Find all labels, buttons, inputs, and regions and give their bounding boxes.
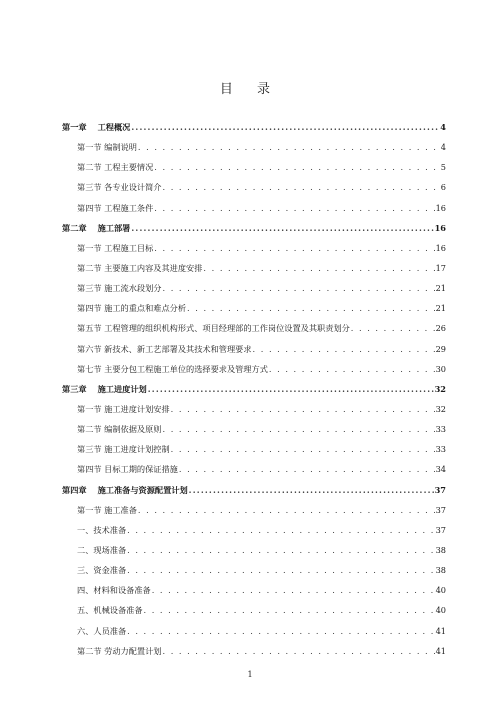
toc-section-entry[interactable] [62, 364, 446, 384]
toc-entry-page-number: 26 [435, 323, 446, 334]
dot-leader [351, 323, 435, 333]
toc-section-entry[interactable] [62, 565, 446, 585]
dot-leader [162, 424, 434, 434]
page-number: 1 [247, 670, 253, 679]
toc-entry-label: 第三章 施工进度计划 [62, 383, 147, 394]
dot-leader [162, 646, 434, 656]
dot-leader [138, 142, 440, 152]
toc-entry-label: 第一章 工程概况 [62, 122, 131, 132]
toc-section-entry[interactable] [62, 283, 446, 303]
dot-leader [127, 545, 434, 555]
toc-chapter-entry[interactable] [62, 223, 446, 243]
toc-entry-label: 第一节 编制说明 [77, 142, 137, 153]
toc-entry-label: 二、现场准备 [77, 544, 127, 555]
toc-entry-page-number: 29 [435, 343, 446, 354]
toc-entry-page-number: 4 [440, 142, 446, 153]
toc-entry-label: 六、人员准备 [77, 625, 127, 636]
toc-entry-page-number: 17 [435, 262, 446, 273]
dot-leader [187, 303, 435, 313]
toc-entry-label: 四、材料和设备准备 [77, 585, 151, 596]
toc-section-entry[interactable] [62, 404, 446, 424]
toc-entry-page-number: 32 [435, 403, 446, 414]
dot-leader [127, 626, 434, 636]
toc-entry-page-number: 37 [434, 484, 446, 495]
toc-title: 目 录 [219, 82, 281, 97]
toc-chapter-entry[interactable] [62, 122, 446, 142]
dot-leader [127, 565, 434, 575]
dot-leader [154, 162, 439, 172]
toc-entry-label: 第一节 施工准备 [77, 504, 137, 515]
dot-leader [154, 203, 434, 213]
dot-leader [179, 464, 435, 474]
toc-section-entry[interactable] [62, 142, 446, 162]
toc-entry-label: 第三节 施工流水段划分 [77, 283, 162, 294]
dot-leader [127, 525, 434, 535]
table-of-contents [62, 122, 446, 666]
dot-leader [131, 223, 433, 233]
toc-entry-page-number: 40 [435, 585, 446, 596]
toc-section-entry[interactable] [62, 203, 446, 223]
toc-chapter-entry[interactable] [62, 384, 446, 404]
dot-leader [171, 444, 435, 454]
toc-entry-page-number: 37 [435, 524, 446, 535]
toc-entry-page-number: 33 [435, 444, 446, 455]
toc-section-entry[interactable] [62, 605, 446, 625]
dot-leader [203, 263, 434, 273]
toc-entry-label: 第二章 施工部署 [62, 222, 131, 233]
dot-leader [162, 283, 434, 293]
toc-entry-page-number: 33 [435, 424, 446, 435]
toc-entry-page-number: 38 [435, 565, 446, 576]
toc-entry-page-number: 38 [435, 544, 446, 555]
toc-section-entry[interactable] [62, 626, 446, 646]
toc-entry-label: 第四章 施工准备与资源配置计划 [62, 484, 188, 495]
toc-section-entry[interactable] [62, 424, 446, 444]
toc-entry-page-number: 21 [435, 303, 446, 314]
toc-section-entry[interactable] [62, 464, 446, 484]
dot-leader [253, 344, 435, 354]
toc-section-entry[interactable] [62, 444, 446, 464]
toc-entry-label: 第四节 目标工期的保证措施 [77, 464, 178, 475]
toc-entry-page-number: 16 [435, 202, 446, 213]
toc-entry-label: 一、技术准备 [77, 524, 127, 535]
toc-entry-page-number: 41 [435, 645, 446, 656]
toc-entry-page-number: 16 [435, 242, 446, 253]
toc-entry-label: 第一节 施工进度计划安排 [77, 403, 170, 414]
toc-entry-label: 第六节 新技术、新工艺部署及其技术和管理要求 [77, 343, 252, 354]
toc-entry-label: 五、机械设备准备 [77, 605, 143, 616]
dot-leader [144, 605, 435, 615]
dot-leader [189, 485, 434, 495]
toc-section-entry[interactable] [62, 303, 446, 323]
toc-entry-label: 第一节 工程施工目标 [77, 242, 154, 253]
dot-leader [162, 182, 439, 192]
toc-section-entry[interactable] [62, 243, 446, 263]
toc-entry-label: 第七节 主要分包工程施工单位的选择要求及管理方式 [77, 363, 268, 374]
dot-leader [152, 585, 435, 595]
toc-entry-label: 三、资金准备 [77, 565, 127, 576]
dot-leader [269, 364, 435, 374]
toc-entry-page-number: 30 [435, 363, 446, 374]
toc-section-entry[interactable] [62, 344, 446, 364]
toc-section-entry[interactable] [62, 323, 446, 343]
dot-leader [138, 505, 435, 515]
toc-entry-label: 第四节 工程施工条件 [77, 202, 154, 213]
dot-leader [171, 404, 435, 414]
toc-entry-page-number: 32 [434, 383, 446, 394]
toc-entry-page-number: 6 [440, 182, 446, 193]
toc-section-entry[interactable] [62, 545, 446, 565]
toc-entry-page-number: 4 [440, 122, 446, 132]
toc-section-entry[interactable] [62, 585, 446, 605]
toc-section-entry[interactable] [62, 505, 446, 525]
toc-entry-page-number: 41 [435, 625, 446, 636]
toc-entry-label: 第二节 劳动力配置计划 [77, 645, 162, 656]
dot-leader [148, 384, 434, 394]
toc-entry-label: 第二节 主要施工内容及其进度安排 [77, 262, 203, 273]
toc-chapter-entry[interactable] [62, 485, 446, 505]
toc-entry-label: 第二节 工程主要情况 [77, 162, 154, 173]
dot-leader [131, 122, 439, 132]
toc-entry-label: 第三节 各专业设计简介 [77, 182, 162, 193]
toc-entry-label: 第五节 工程管理的组织机构形式、项目经理部的工作岗位设置及其职责划分 [77, 323, 350, 334]
toc-entry-page-number: 5 [440, 162, 446, 173]
toc-entry-label: 第三节 施工进度计划控制 [77, 444, 170, 455]
toc-section-entry[interactable] [62, 525, 446, 545]
dot-leader [154, 243, 434, 253]
toc-section-entry[interactable] [62, 162, 446, 182]
toc-entry-page-number: 16 [434, 222, 446, 233]
toc-entry-label: 第二节 编制依据及原则 [77, 424, 162, 435]
toc-section-entry[interactable] [62, 182, 446, 202]
toc-entry-page-number: 37 [435, 504, 446, 515]
toc-entry-label: 第四节 施工的重点和难点分析 [77, 303, 187, 314]
toc-entry-page-number: 21 [435, 283, 446, 294]
toc-entry-page-number: 34 [435, 464, 446, 475]
toc-section-entry[interactable] [62, 263, 446, 283]
toc-section-entry[interactable] [62, 646, 446, 666]
toc-entry-page-number: 40 [435, 605, 446, 616]
